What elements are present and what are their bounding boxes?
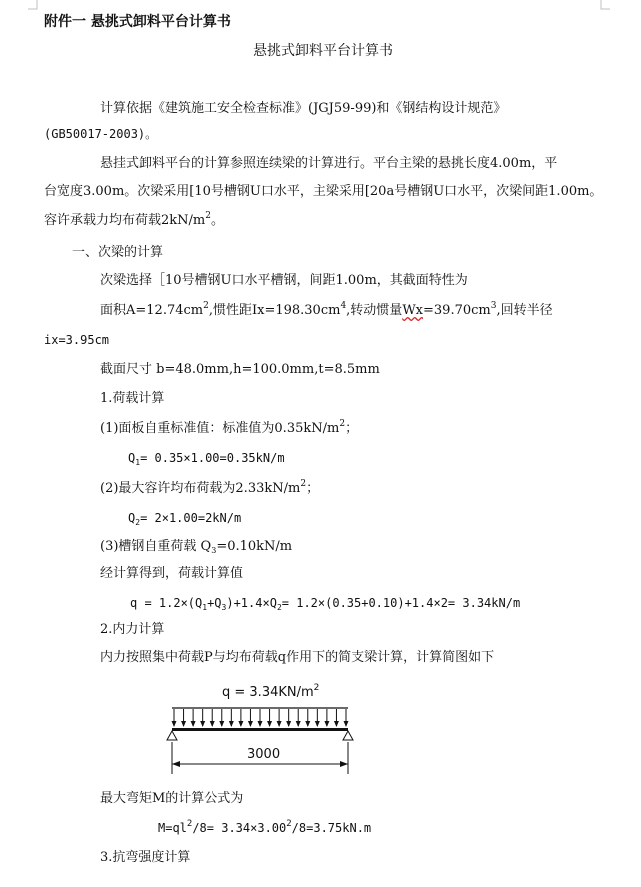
description-line-2: 台宽度3.00m。次梁采用[10号槽钢U口水平，主梁采用[20a号槽钢U口水平，次梁间距1.00m。 <box>44 184 603 199</box>
load-arrow-head <box>200 721 205 727</box>
appendix-heading: 附件一 悬挑式卸料平台计算书 <box>44 14 231 30</box>
span-label: 3000 <box>247 747 281 762</box>
right-support <box>343 731 353 740</box>
dim-arrow-right <box>340 761 348 767</box>
load-2-formula: $Q_2= 2\times 1.00=2kN/m$ <box>128 511 242 527</box>
section-size-line: 截面尺寸 b=48.0mm,h=100.0mm,t=8.5mm <box>100 362 380 377</box>
basis-line-2: (GB50017-2003)。 <box>44 127 158 141</box>
load-arrow-head <box>296 721 301 727</box>
max-moment-formula: $M=ql^2/8= 3.34\times 3.00^2/8=3.75kN.m$ <box>158 819 372 835</box>
load-3-line: (3)槽钢自重荷载 $Q_3=0.10kN/m$ <box>100 539 293 555</box>
load-arrow-head <box>334 721 339 727</box>
load-arrow-head <box>344 721 349 727</box>
load-1-line: (1)面板自重标准值：标准值为$0.35kN/m^2$； <box>100 419 359 436</box>
channel-select-line: 次梁选择［10号槽钢U口水平槽钢，间距1.00m，其截面特性为 <box>100 273 468 288</box>
left-support <box>167 731 177 740</box>
load-arrow-head <box>286 721 291 727</box>
load-arrow-head <box>324 721 329 727</box>
load-arrow-head <box>219 721 224 727</box>
load-arrow-head <box>210 721 215 727</box>
load-arrow-head <box>248 721 253 727</box>
load-arrow-head <box>229 721 234 727</box>
load-arrow-head <box>181 721 186 727</box>
load-combination-formula: $q = 1.2\times(Q_1+Q_3)+1.4\times Q_2= 1.2\times(0.35+0.10)+1.4\times 2= 3.34kN/m$ <box>130 596 521 612</box>
load-calc-title: 1.荷载计算 <box>100 391 165 406</box>
load-arrow-head <box>277 721 282 727</box>
dim-arrow-left <box>172 761 180 767</box>
section-1-title: 一、次梁的计算 <box>72 245 164 260</box>
distributed-load-arrows <box>172 709 349 727</box>
calc-intro-line: 经计算得到，荷载计算值 <box>100 566 244 581</box>
bending-strength-title: 3.抗弯强度计算 <box>100 850 191 865</box>
max-moment-title: 最大弯矩M的计算公式为 <box>100 791 244 806</box>
page-corner-mark-left <box>28 0 38 10</box>
load-arrow-head <box>258 721 263 727</box>
beam <box>172 728 348 731</box>
load-arrow-head <box>191 721 196 727</box>
load-arrow-head <box>267 721 272 727</box>
description-line-1: 悬挂式卸料平台的计算参照连续梁的计算进行。平台主梁的悬挑长度4.00m，平 <box>100 156 558 171</box>
section-properties-line: 面积$A=12.74cm^2$,惯性距$Ix=198.30cm^4$,转动惯量$Wx=39.70cm^3$,回转半径 <box>100 301 553 318</box>
spellcheck-underline: Wx <box>402 303 424 318</box>
beam-diagram <box>160 676 370 776</box>
description-line-3: 容许承载力均布荷载$2kN/m^2$。 <box>44 211 224 228</box>
load-label: $q = 3.34KN/m^2$ <box>222 683 320 700</box>
radius-of-gyration: ix=3.95cm <box>44 333 110 347</box>
document-title: 悬挑式卸料平台计算书 <box>253 43 393 59</box>
load-arrow-head <box>238 721 243 727</box>
load-1-formula: $Q_1= 0.35\times 1.00=0.35kN/m$ <box>128 451 285 467</box>
load-2-line: (2)最大容许均布荷载为$2.33kN/m^2$； <box>100 479 320 496</box>
basis-line-1: 计算依据《建筑施工安全检查标准》(JGJ59-99)和《钢结构设计规范》 <box>100 101 507 116</box>
load-arrow-head <box>315 721 320 727</box>
page-corner-mark-right <box>600 0 610 10</box>
internal-force-desc: 内力按照集中荷载P与均布荷载q作用下的简支梁计算，计算简图如下 <box>100 650 495 665</box>
load-arrow-head <box>305 721 310 727</box>
internal-force-title: 2.内力计算 <box>100 622 165 637</box>
load-arrow-head <box>172 721 177 727</box>
